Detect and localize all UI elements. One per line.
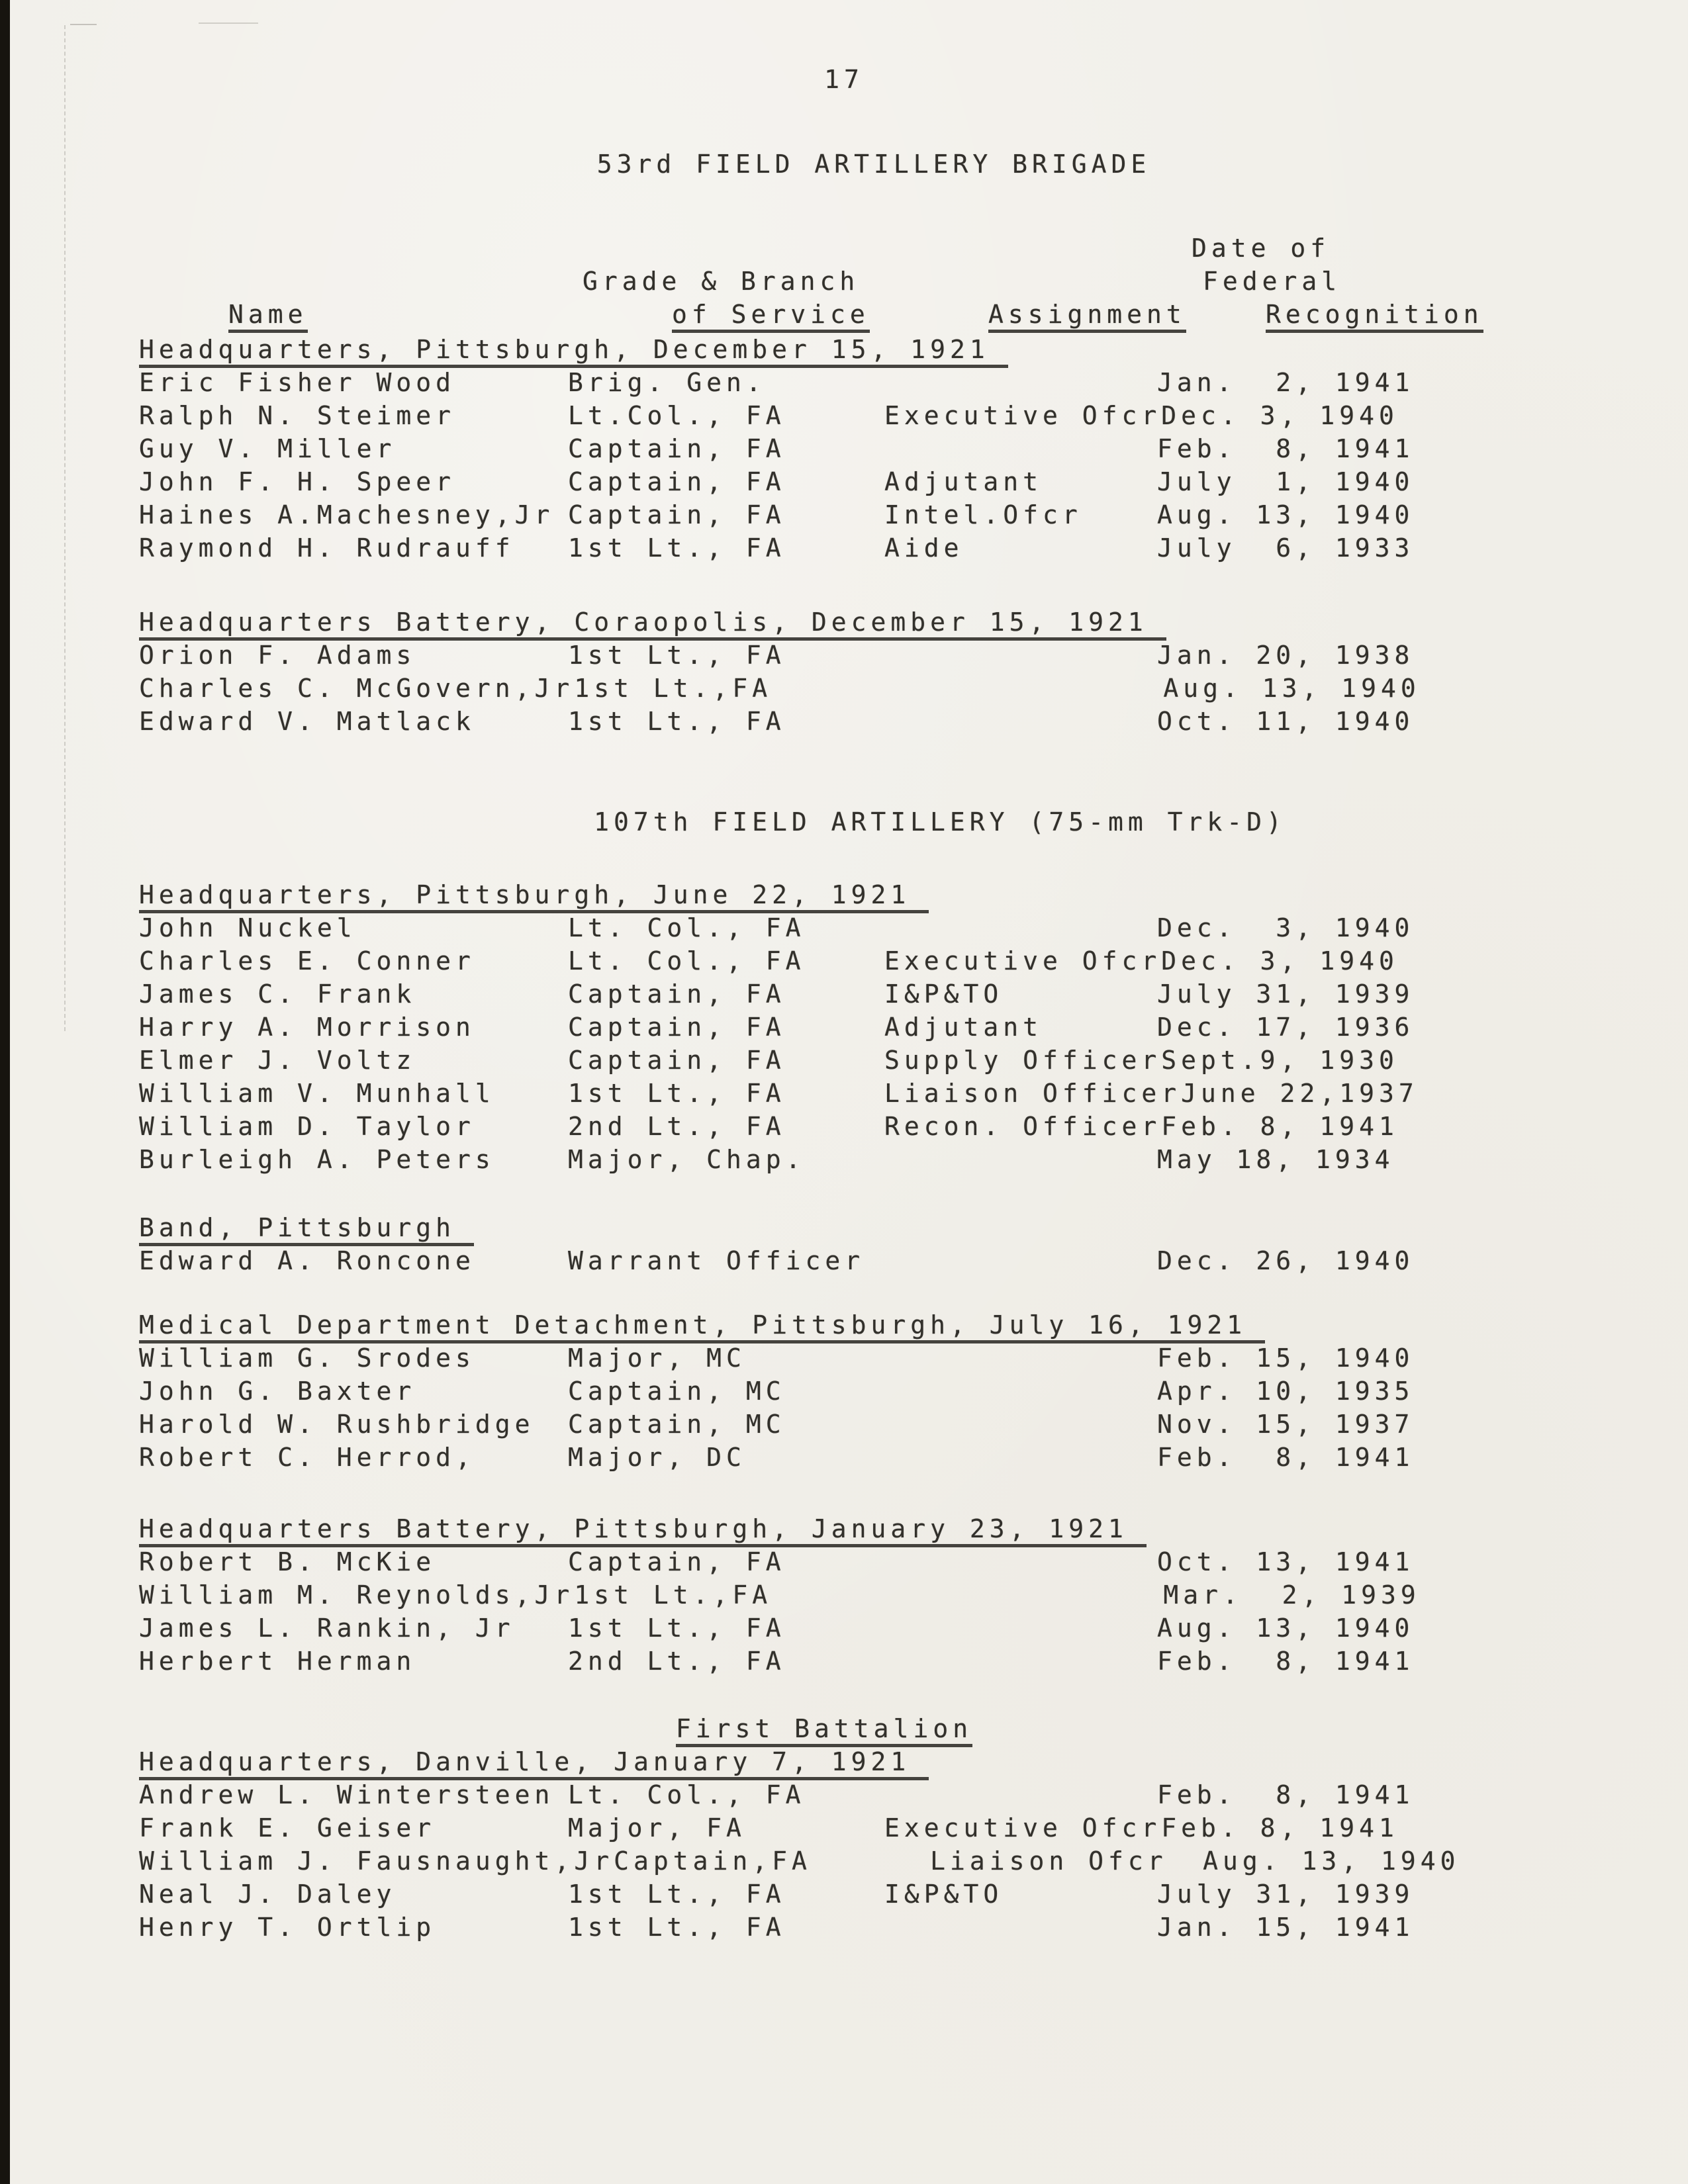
roster-assignment: Liaison Ofcr bbox=[930, 1846, 1168, 1876]
roster-row bbox=[139, 399, 1549, 432]
column-header-grade-branch: Grade & Branch bbox=[583, 267, 860, 296]
roster-assignment bbox=[884, 1911, 1157, 1944]
roster-grade: 2nd Lt., FA bbox=[568, 1112, 786, 1141]
roster-date: Feb. 8, 1941 bbox=[1157, 434, 1415, 463]
roster-name: Haines A.Machesney,Jr bbox=[139, 500, 555, 529]
document-title: 53rd FIELD ARTILLERY BRIGADE bbox=[596, 150, 1151, 179]
roster-date: Jan. 2, 1941 bbox=[1157, 368, 1415, 397]
roster-name: Edward V. Matlack bbox=[139, 707, 475, 736]
roster-assignment bbox=[884, 1645, 1157, 1678]
roster-grade: Major, DC bbox=[568, 1443, 746, 1472]
roster-date: Sept.9, 1930 bbox=[1161, 1046, 1399, 1075]
section-heading: Headquarters Battery, Pittsburgh, January 23, 1921 bbox=[139, 1512, 1549, 1545]
roster-name: Edward A. Roncone bbox=[139, 1246, 475, 1275]
roster-row bbox=[139, 1844, 1549, 1878]
roster-row bbox=[139, 1375, 1549, 1408]
roster-grade: Captain, FA bbox=[568, 1046, 786, 1075]
roster-row bbox=[139, 498, 1549, 531]
roster-row bbox=[139, 1612, 1549, 1645]
roster-assignment bbox=[884, 432, 1157, 465]
column-header-recognition: Recognition bbox=[1261, 298, 1483, 331]
roster-row bbox=[139, 978, 1549, 1011]
roster-row bbox=[139, 432, 1549, 465]
roster-date: Feb. 8, 1941 bbox=[1157, 1647, 1415, 1676]
roster-assignment: I&P&TO bbox=[884, 1880, 1004, 1909]
roster-date: Dec. 3, 1940 bbox=[1157, 913, 1415, 942]
roster-grade: 1st Lt., FA bbox=[568, 1913, 786, 1942]
roster-assignment bbox=[884, 911, 1157, 944]
roster-assignment bbox=[884, 1342, 1157, 1375]
roster-grade: Captain, FA bbox=[568, 434, 786, 463]
roster-date: July 1, 1940 bbox=[1157, 467, 1415, 496]
roster-name: Eric Fisher Wood bbox=[139, 368, 456, 397]
roster-row bbox=[139, 1143, 1549, 1176]
roster-row bbox=[139, 1578, 1549, 1612]
roster-assignment bbox=[884, 1244, 1157, 1277]
roster-grade: Captain, FA bbox=[568, 467, 786, 496]
roster-rows bbox=[139, 1244, 1549, 1277]
roster-date: Mar. 2, 1939 bbox=[1163, 1580, 1421, 1610]
roster-date: Aug. 13, 1940 bbox=[1157, 500, 1415, 529]
roster-assignment: Executive Ofcr bbox=[884, 946, 1162, 976]
roster-name: William M. Reynolds,Jr bbox=[139, 1580, 575, 1610]
battalion-title: First Battalion bbox=[119, 1712, 1529, 1745]
roster-name: James L. Rankin, Jr bbox=[139, 1614, 515, 1643]
roster-name: William V. Munhall bbox=[139, 1079, 495, 1108]
column-header-of-service: of Service bbox=[657, 298, 988, 331]
roster-row bbox=[139, 672, 1549, 705]
section-hq-pittsburgh-dec-1921 bbox=[139, 333, 1549, 565]
roster-date: Oct. 13, 1941 bbox=[1157, 1547, 1415, 1576]
roster-grade: 1st Lt., FA bbox=[568, 1614, 786, 1643]
section-hq-danville bbox=[139, 1745, 1549, 1944]
roster-grade: Major, FA bbox=[568, 1813, 746, 1843]
roster-name: John F. H. Speer bbox=[139, 467, 456, 496]
roster-assignment: Supply Officer bbox=[884, 1046, 1162, 1075]
roster-row bbox=[139, 1011, 1549, 1044]
roster-date: Dec. 3, 1940 bbox=[1161, 946, 1399, 976]
roster-name: James C. Frank bbox=[139, 979, 416, 1009]
section-hq-battery-pittsburgh bbox=[139, 1512, 1549, 1678]
section-heading: Headquarters Battery, Coraopolis, December 15, 1921 bbox=[139, 606, 1549, 639]
roster-grade: Captain, FA bbox=[568, 500, 786, 529]
column-header-assignment: Assignment bbox=[988, 298, 1261, 331]
roster-date: Feb. 8, 1941 bbox=[1161, 1813, 1399, 1843]
roster-assignment: Intel.Ofcr bbox=[884, 500, 1082, 529]
roster-name: Ralph N. Steimer bbox=[139, 401, 456, 430]
column-header-date-of: Date of bbox=[1192, 234, 1331, 263]
roster-grade: 1st Lt., FA bbox=[568, 533, 786, 563]
roster-name: Neal J. Daley bbox=[139, 1880, 397, 1909]
roster-date: Feb. 8, 1941 bbox=[1161, 1112, 1399, 1141]
roster-grade: Captain, FA bbox=[568, 979, 786, 1009]
roster-name: Frank E. Geiser bbox=[139, 1813, 436, 1843]
roster-date: Jan. 20, 1938 bbox=[1157, 641, 1415, 670]
roster-date: July 31, 1939 bbox=[1157, 1880, 1415, 1909]
roster-date: Nov. 15, 1937 bbox=[1157, 1410, 1415, 1439]
roster-date: July 31, 1939 bbox=[1157, 979, 1415, 1009]
roster-row bbox=[139, 911, 1549, 944]
roster-row bbox=[139, 1408, 1549, 1441]
roster-row bbox=[139, 1811, 1549, 1844]
roster-name: Robert C. Herrod, bbox=[139, 1443, 475, 1472]
roster-date: Dec. 3, 1940 bbox=[1161, 401, 1399, 430]
roster-assignment: Adjutant bbox=[884, 1013, 1043, 1042]
table-header-line3 bbox=[139, 298, 1549, 331]
roster-assignment: Executive Ofcr bbox=[884, 1813, 1162, 1843]
roster-assignment bbox=[884, 366, 1157, 399]
roster-rows bbox=[139, 366, 1549, 565]
roster-name: Herbert Herman bbox=[139, 1647, 416, 1676]
roster-row bbox=[139, 1911, 1549, 1944]
roster-name: Robert B. McKie bbox=[139, 1547, 436, 1576]
roster-grade: Lt. Col., FA bbox=[568, 1780, 806, 1809]
roster-grade: Warrant Officer bbox=[568, 1246, 865, 1275]
roster-name: Harold W. Rushbridge bbox=[139, 1410, 535, 1439]
roster-rows bbox=[139, 1778, 1549, 1944]
roster-assignment: Executive Ofcr bbox=[884, 401, 1162, 430]
column-header-federal: Federal bbox=[1203, 267, 1342, 296]
roster-name: Henry T. Ortlip bbox=[139, 1913, 436, 1942]
roster-assignment: Adjutant bbox=[884, 467, 1043, 496]
roster-grade: Lt.Col., FA bbox=[568, 401, 786, 430]
section-heading: Headquarters, Danville, January 7, 1921 bbox=[139, 1745, 1549, 1778]
roster-date: Jan. 15, 1941 bbox=[1157, 1913, 1415, 1942]
section-heading: Headquarters, Pittsburgh, December 15, 1921 bbox=[139, 333, 1549, 366]
roster-date: Aug. 13, 1940 bbox=[1157, 1614, 1415, 1643]
roster-assignment bbox=[884, 1408, 1157, 1441]
roster-row bbox=[139, 366, 1549, 399]
roster-name: Burleigh A. Peters bbox=[139, 1145, 495, 1174]
roster-row bbox=[139, 1244, 1549, 1277]
roster-assignment bbox=[884, 1612, 1157, 1645]
roster-name: John G. Baxter bbox=[139, 1377, 416, 1406]
roster-date: Feb. 8, 1941 bbox=[1157, 1780, 1415, 1809]
regiment-title: 107th FIELD ARTILLERY (75-mm Trk-D) bbox=[594, 807, 1286, 837]
roster-date: June 22,1937 bbox=[1181, 1079, 1419, 1108]
roster-name: Orion F. Adams bbox=[139, 641, 416, 670]
roster-grade: Lt. Col., FA bbox=[568, 946, 806, 976]
section-medical-detachment bbox=[139, 1308, 1549, 1474]
roster-date: May 18, 1934 bbox=[1157, 1145, 1395, 1174]
roster-assignment: Liaison Officer bbox=[884, 1079, 1182, 1108]
section-band-pittsburgh bbox=[139, 1211, 1549, 1277]
roster-date: Dec. 17, 1936 bbox=[1157, 1013, 1415, 1042]
roster-assignment bbox=[884, 1143, 1157, 1176]
table-header bbox=[139, 232, 1549, 331]
roster-row bbox=[139, 1077, 1549, 1110]
roster-name: Raymond H. Rudrauff bbox=[139, 533, 515, 563]
roster-name: William D. Taylor bbox=[139, 1112, 475, 1141]
roster-row bbox=[139, 1645, 1549, 1678]
section-heading: Headquarters, Pittsburgh, June 22, 1921 bbox=[139, 878, 1549, 911]
roster-grade: 1st Lt., FA bbox=[568, 1079, 786, 1108]
roster-name: Charles C. McGovern,Jr bbox=[139, 674, 575, 703]
roster-date: Oct. 11, 1940 bbox=[1157, 707, 1415, 736]
table-header-line2 bbox=[139, 265, 1549, 298]
roster-date: Apr. 10, 1935 bbox=[1157, 1377, 1415, 1406]
roster-assignment bbox=[884, 1778, 1157, 1811]
roster-date: July 6, 1933 bbox=[1157, 533, 1415, 563]
roster-assignment bbox=[884, 1545, 1157, 1578]
roster-grade: Captain, FA bbox=[568, 1013, 786, 1042]
roster-name: William J. Fausnaught,Jr bbox=[139, 1846, 614, 1876]
roster-assignment: Aide bbox=[884, 533, 964, 563]
roster-row bbox=[139, 705, 1549, 738]
roster-row bbox=[139, 465, 1549, 498]
roster-assignment bbox=[884, 1375, 1157, 1408]
roster-grade: Major, Chap. bbox=[568, 1145, 806, 1174]
roster-row bbox=[139, 1044, 1549, 1077]
roster-rows bbox=[139, 1545, 1549, 1678]
roster-row bbox=[139, 1110, 1549, 1143]
roster-grade: Lt. Col., FA bbox=[568, 913, 806, 942]
roster-row bbox=[139, 639, 1549, 672]
roster-rows bbox=[139, 639, 1549, 738]
column-header-name: Name bbox=[139, 298, 657, 331]
roster-date: Aug. 13, 1940 bbox=[1203, 1846, 1460, 1876]
roster-grade: 2nd Lt., FA bbox=[568, 1647, 786, 1676]
roster-assignment bbox=[890, 672, 1163, 705]
roster-assignment bbox=[884, 705, 1157, 738]
roster-row bbox=[139, 1778, 1549, 1811]
roster-grade: 1st Lt., FA bbox=[568, 1880, 786, 1909]
roster-row bbox=[139, 1878, 1549, 1911]
scan-artifact-line bbox=[70, 24, 97, 25]
section-hq-battery-coraopolis bbox=[139, 606, 1549, 738]
roster-grade: Captain, MC bbox=[568, 1377, 786, 1406]
roster-date: Aug. 13, 1940 bbox=[1163, 674, 1421, 703]
roster-name: John Nuckel bbox=[139, 913, 357, 942]
section-hq-pittsburgh-june-1921 bbox=[139, 878, 1549, 1176]
roster-row bbox=[139, 1342, 1549, 1375]
roster-assignment: I&P&TO bbox=[884, 979, 1004, 1009]
roster-grade: 1st Lt., FA bbox=[568, 641, 786, 670]
roster-date: Feb. 8, 1941 bbox=[1157, 1443, 1415, 1472]
roster-name: Harry A. Morrison bbox=[139, 1013, 475, 1042]
roster-row bbox=[139, 1441, 1549, 1474]
roster-assignment bbox=[890, 1578, 1163, 1612]
section-heading: Band, Pittsburgh bbox=[139, 1211, 1549, 1244]
roster-assignment bbox=[884, 639, 1157, 672]
scan-artifact-line bbox=[199, 23, 258, 24]
roster-assignment bbox=[884, 1441, 1157, 1474]
roster-row bbox=[139, 944, 1549, 978]
roster-date: Dec. 26, 1940 bbox=[1157, 1246, 1415, 1275]
roster-row bbox=[139, 531, 1549, 565]
roster-grade: 1st Lt.,FA bbox=[574, 1580, 773, 1610]
roster-assignment: Recon. Officer bbox=[884, 1112, 1162, 1141]
roster-grade: Captain, MC bbox=[568, 1410, 786, 1439]
roster-grade: Captain,FA bbox=[614, 1846, 812, 1876]
table-header-line1 bbox=[139, 232, 1549, 265]
page-number: 17 bbox=[824, 65, 864, 94]
roster-grade: 1st Lt.,FA bbox=[574, 674, 773, 703]
page-content bbox=[0, 63, 1549, 1944]
roster-name: Charles E. Conner bbox=[139, 946, 475, 976]
roster-date: Feb. 15, 1940 bbox=[1157, 1343, 1415, 1373]
roster-rows bbox=[139, 911, 1549, 1176]
roster-grade: Major, MC bbox=[568, 1343, 746, 1373]
roster-grade: 1st Lt., FA bbox=[568, 707, 786, 736]
roster-name: Andrew L. Wintersteen bbox=[139, 1780, 555, 1809]
roster-rows bbox=[139, 1342, 1549, 1474]
roster-name: Elmer J. Voltz bbox=[139, 1046, 416, 1075]
roster-row bbox=[139, 1545, 1549, 1578]
roster-name: William G. Srodes bbox=[139, 1343, 475, 1373]
roster-name: Guy V. Miller bbox=[139, 434, 397, 463]
roster-grade: Captain, FA bbox=[568, 1547, 786, 1576]
roster-grade: Brig. Gen. bbox=[568, 368, 766, 397]
section-heading: Medical Department Detachment, Pittsburgh, July 16, 1921 bbox=[139, 1308, 1549, 1342]
